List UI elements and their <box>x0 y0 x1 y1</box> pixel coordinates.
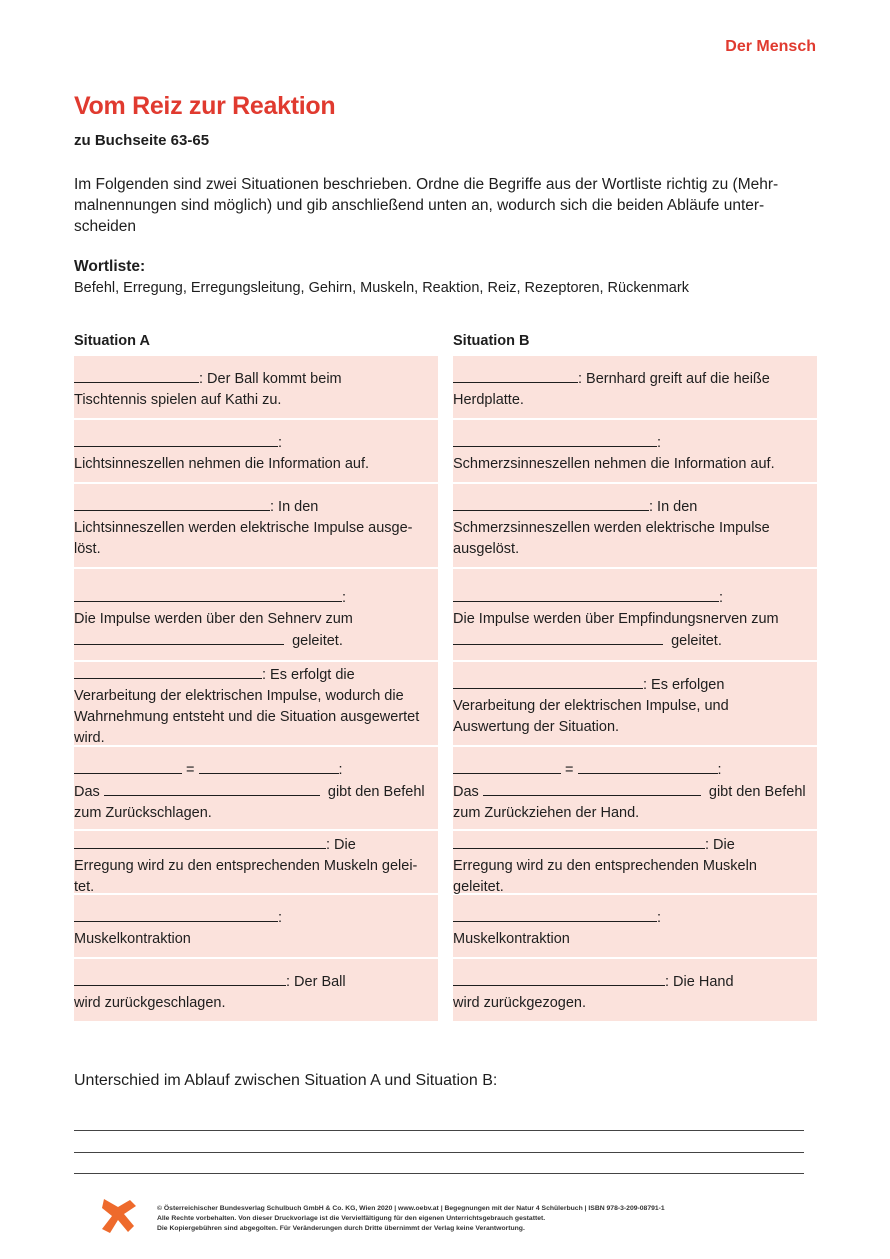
step-text: Verarbeitung der elektrischen Impulse, wodurch die <box>74 688 404 704</box>
situation-a-heading: Situation A <box>74 333 150 349</box>
step-text: Schmerzsinneszellen werden elektrische Impulse <box>453 520 770 536</box>
answer-line[interactable] <box>74 1152 804 1153</box>
step-cell <box>453 895 817 957</box>
step-cell <box>453 747 817 829</box>
step-text: Lichtsinneszellen nehmen die Information auf. <box>74 456 370 472</box>
step-text: Tischtennis spielen auf Kathi zu. <box>74 392 282 408</box>
step-cell <box>74 356 438 418</box>
step-text: Wahrnehmung entsteht und die Situation ausgewertet <box>74 709 420 725</box>
step-text: Auswertung der Situation. <box>453 719 620 735</box>
step-text: : <box>657 435 662 451</box>
step-cell <box>453 959 817 1021</box>
page-title: Vom Reiz zur Reaktion <box>74 92 336 120</box>
step-text: Lichtsinneszellen werden elektrische Impulse ausge- <box>74 520 413 536</box>
step-cell <box>74 420 438 482</box>
answer-line[interactable] <box>74 1173 804 1174</box>
step-text: geleitet. <box>453 879 504 895</box>
answer-blank[interactable] <box>74 496 270 511</box>
step-text: : <box>342 590 347 606</box>
answer-blank[interactable] <box>453 834 705 849</box>
step-text: gibt den Befehl <box>708 784 806 800</box>
step-text: geleitet. <box>292 633 343 649</box>
step-text: : Der Ball <box>286 974 346 990</box>
footer-copyright: © Österreichischer Bundesverlag Schulbuch GmbH & Co. KG, Wien 2020 | www.oebv.at | Begegnungen mit der Natur 4 Schülerbuch | ISBN 978-3-209-08791-1 <box>157 1205 665 1212</box>
step-text: : Die <box>705 837 735 853</box>
step-text: zum Zurückschlagen. <box>74 805 212 821</box>
answer-line[interactable] <box>74 1130 804 1131</box>
step-text: : <box>278 910 283 926</box>
step-cell <box>453 831 817 893</box>
step-cell <box>74 831 438 893</box>
step-text: Erregung wird zu den entsprechenden Muskeln gelei- <box>74 858 418 874</box>
step-text: zum Zurückziehen der Hand. <box>453 805 640 821</box>
answer-blank[interactable] <box>74 587 342 602</box>
answer-blank[interactable] <box>578 759 718 774</box>
step-text: wird. <box>74 730 105 746</box>
answer-blank[interactable] <box>104 781 320 796</box>
step-text: ausgelöst. <box>453 541 520 557</box>
answer-blank[interactable] <box>199 759 339 774</box>
answer-blank[interactable] <box>453 368 578 383</box>
answer-blank[interactable] <box>74 664 262 679</box>
answer-blank[interactable] <box>74 971 286 986</box>
equals-sign: = <box>186 762 195 778</box>
step-text: Erregung wird zu den entsprechenden Muskeln <box>453 858 757 874</box>
step-text: Muskelkontraktion <box>453 931 570 947</box>
situation-b-heading: Situation B <box>453 333 530 349</box>
answer-blank[interactable] <box>74 759 182 774</box>
step-cell <box>453 356 817 418</box>
equals-sign: = <box>565 762 574 778</box>
publisher-logo-icon <box>100 1196 138 1236</box>
page-subtitle: zu Buchseite 63-65 <box>74 132 210 149</box>
step-cell <box>74 484 438 567</box>
step-text: geleitet. <box>671 633 722 649</box>
answer-blank[interactable] <box>483 781 701 796</box>
answer-blank[interactable] <box>74 368 199 383</box>
answer-blank[interactable] <box>453 587 719 602</box>
step-text: Schmerzsinneszellen nehmen die Information auf. <box>453 456 775 472</box>
answer-blank[interactable] <box>453 630 663 645</box>
step-text: : Es erfolgt die <box>262 667 355 683</box>
step-text: : Die Hand <box>665 974 734 990</box>
step-cell <box>74 895 438 957</box>
step-text: Das <box>74 784 100 800</box>
step-cell <box>74 747 438 829</box>
step-text: : Bernhard greift auf die heiße <box>578 371 770 387</box>
step-text: : <box>338 762 343 778</box>
difference-question: Unterschied im Ablauf zwischen Situation A und Situation B: <box>74 1072 498 1089</box>
step-text: : In den <box>649 499 698 515</box>
step-text: : Die <box>326 837 356 853</box>
answer-blank[interactable] <box>453 971 665 986</box>
wordlist-words: Befehl, Erregung, Erregungsleitung, Gehirn, Muskeln, Reaktion, Reiz, Rezeptoren, Rückenmark <box>74 280 689 296</box>
step-cell <box>74 569 438 660</box>
step-cell <box>453 569 817 660</box>
intro-text: Im Folgenden sind zwei Situationen beschrieben. Ordne die Begriffe aus der Wortliste richtig zu (Mehr-malnennungen sind möglich) und gib anschließend unten an, wodurch sich die beiden Abläufe unter-scheiden <box>74 176 779 235</box>
step-text: tet. <box>74 879 95 895</box>
step-text: : Der Ball kommt beim <box>199 371 342 387</box>
step-cell <box>453 662 817 745</box>
footer <box>157 1204 777 1234</box>
step-text: wird zurückgeschlagen. <box>74 995 226 1011</box>
step-cell <box>453 420 817 482</box>
answer-blank[interactable] <box>453 432 657 447</box>
step-text: Das <box>453 784 479 800</box>
situation-b-column <box>453 356 817 1023</box>
step-text: Die Impulse werden über den Sehnerv zum <box>74 611 353 627</box>
step-text: Herdplatte. <box>453 392 524 408</box>
answer-blank[interactable] <box>453 759 561 774</box>
step-cell <box>453 484 817 567</box>
step-text: gibt den Befehl <box>327 784 425 800</box>
footer-disclaimer: Die Kopiergebühren sind abgegolten. Für Veränderungen durch Dritte übernimmt der Verlag keine Verantwortung. <box>157 1225 525 1232</box>
footer-rights: Alle Rechte vorbehalten. Von dieser Druckvorlage ist die Vervielfältigung für den eigenen Unterrichtsgebrauch gestattet. <box>157 1215 546 1222</box>
answer-blank[interactable] <box>453 674 643 689</box>
step-text: : <box>717 762 722 778</box>
step-text: Verarbeitung der elektrischen Impulse, und <box>453 698 729 714</box>
answer-blank[interactable] <box>74 432 278 447</box>
step-text: : <box>657 910 662 926</box>
step-text: : <box>278 435 283 451</box>
answer-blank[interactable] <box>74 630 284 645</box>
wordlist-heading: Wortliste: <box>74 258 146 275</box>
step-text: wird zurückgezogen. <box>453 995 586 1011</box>
answer-blank[interactable] <box>74 834 326 849</box>
step-text: löst. <box>74 541 101 557</box>
step-text: : Es erfolgen <box>643 677 725 693</box>
answer-blank[interactable] <box>453 496 649 511</box>
section-label: Der Mensch <box>725 38 816 55</box>
step-text: Muskelkontraktion <box>74 931 191 947</box>
step-text: : <box>719 590 724 606</box>
step-text: : In den <box>270 499 319 515</box>
answer-blank[interactable] <box>74 907 278 922</box>
step-text: Die Impulse werden über Empfindungsnerven zum <box>453 611 779 627</box>
situation-a-column <box>74 356 438 1023</box>
step-cell <box>74 662 438 745</box>
step-cell <box>74 959 438 1021</box>
answer-blank[interactable] <box>453 907 657 922</box>
